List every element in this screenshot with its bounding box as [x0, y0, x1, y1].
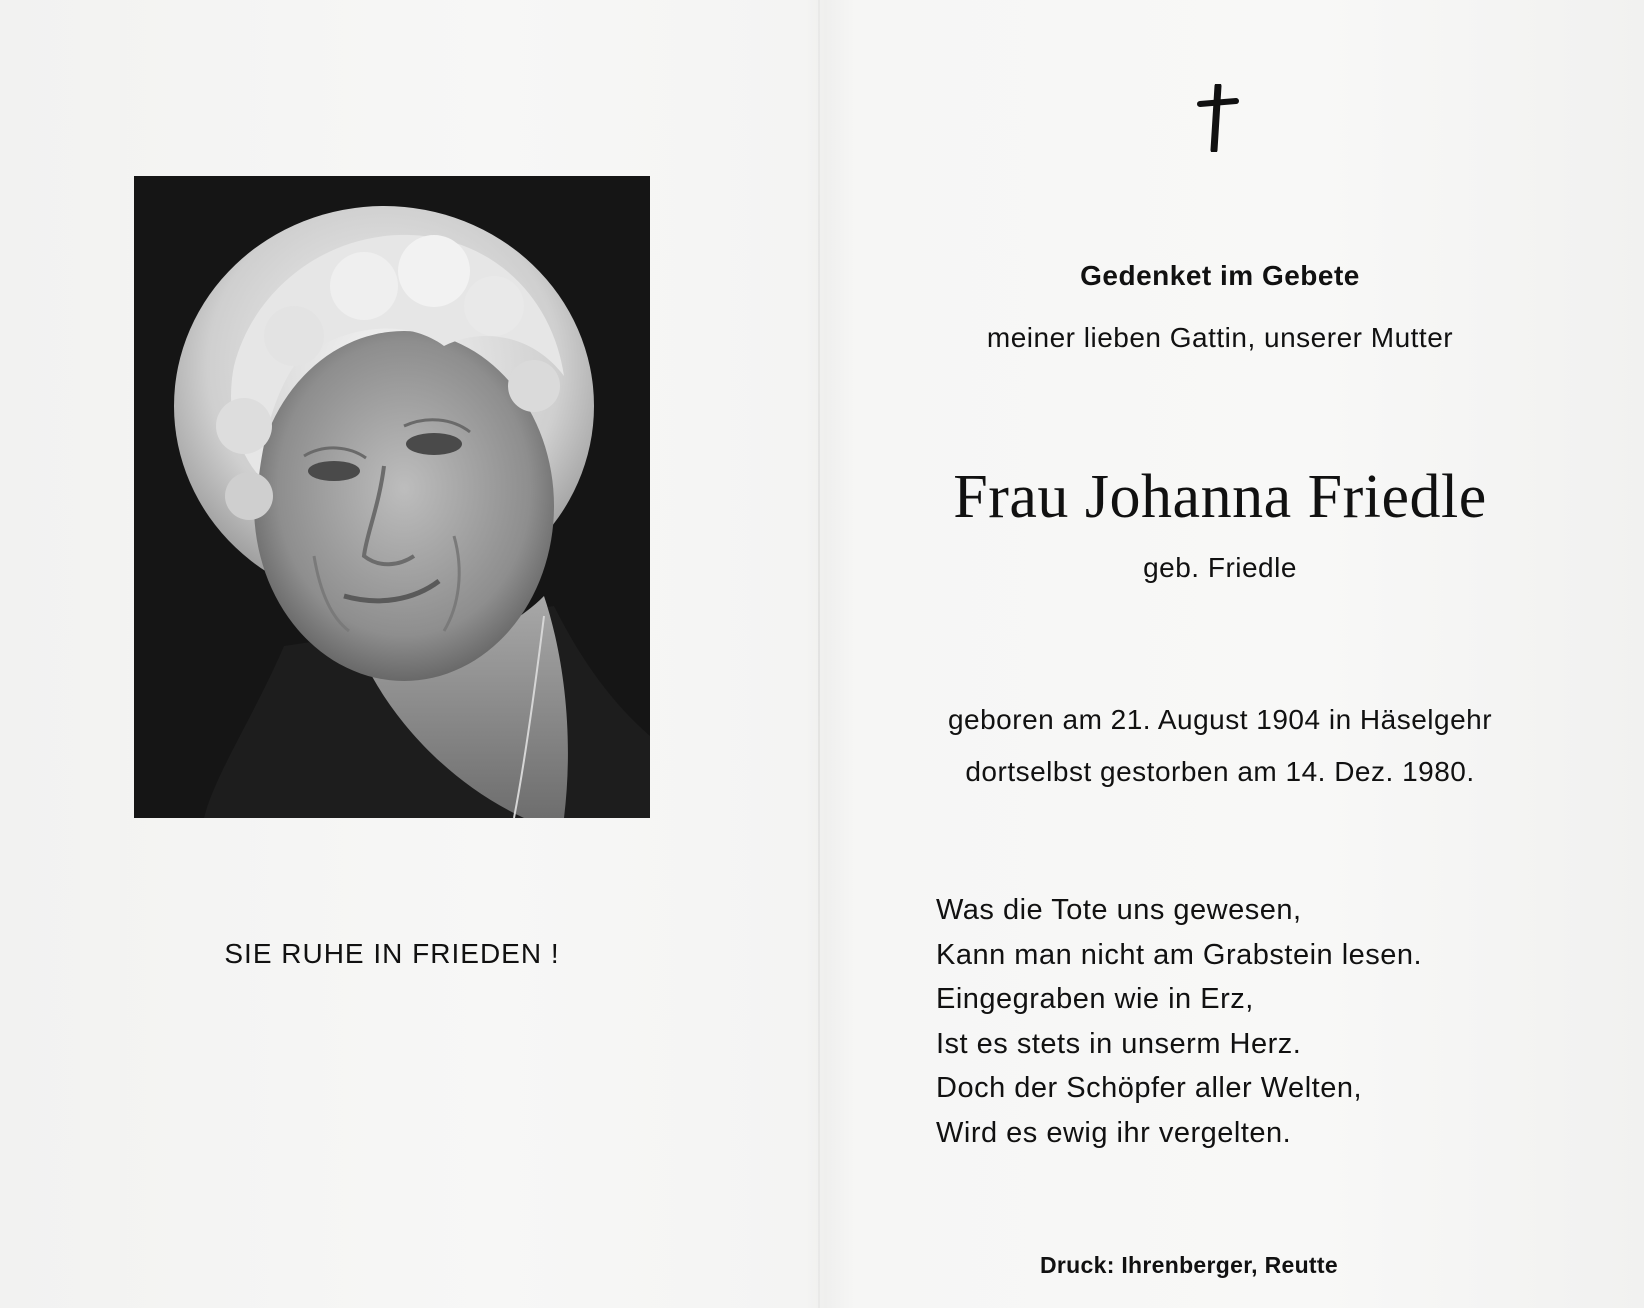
- dedication-line: meiner lieben Gattin, unserer Mutter: [986, 322, 1454, 353]
- poem-line: Kann man nicht am Grabstein lesen.: [936, 938, 1423, 971]
- cross-icon: [1196, 84, 1240, 152]
- poem-line: Eingegraben wie in Erz,: [936, 983, 1254, 1016]
- birth-date-line: geboren am 21. August 1904 in Häselgehr: [947, 704, 1493, 735]
- poem-line: Wird es ewig ihr vergelten.: [936, 1116, 1292, 1149]
- poem-line: Doch der Schöpfer aller Welten,: [936, 1072, 1363, 1105]
- prayer-heading: Gedenket im Gebete: [1080, 260, 1360, 291]
- poem-line: Ist es stets in unserm Herz.: [936, 1027, 1302, 1060]
- death-date-line: dortselbst gestorben am 14. Dez. 1980.: [965, 756, 1475, 787]
- portrait-illustration: [134, 176, 650, 818]
- printer-credit: Druck: Ihrenberger, Reutte: [1040, 1252, 1338, 1278]
- life-dates: [880, 694, 1560, 798]
- card-fold-line: [818, 0, 820, 1308]
- memorial-poem: [936, 888, 1422, 1156]
- poem-line: Was die Tote uns gewesen,: [936, 894, 1302, 926]
- deceased-name: Frau Johanna Friedle: [953, 463, 1487, 531]
- birth-name: geb. Friedle: [1143, 552, 1297, 583]
- portrait-photo: [134, 176, 650, 818]
- rest-in-peace-text: SIE RUHE IN FRIEDEN !: [224, 938, 560, 969]
